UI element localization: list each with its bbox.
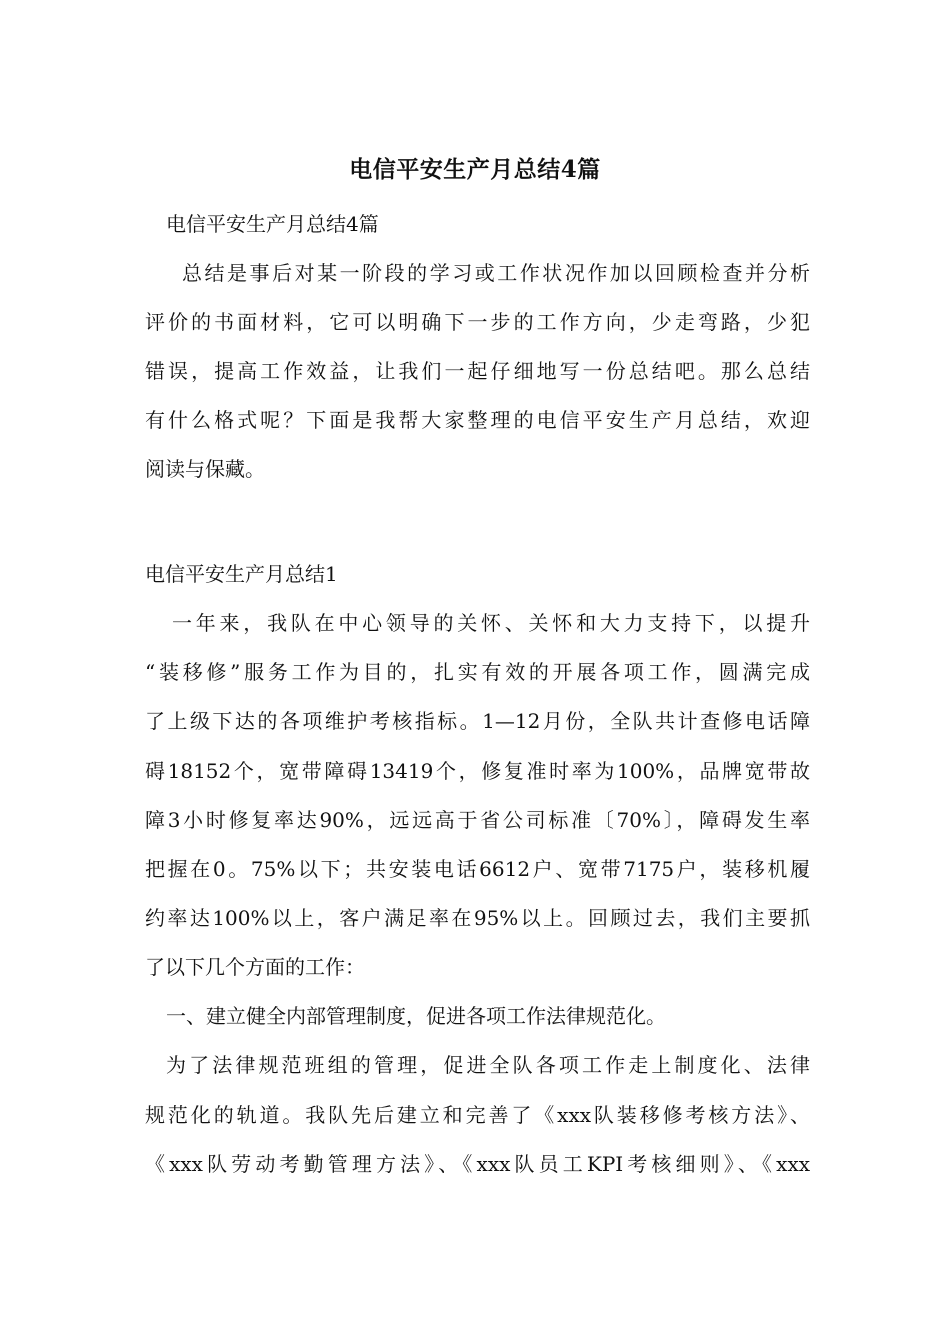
document-title: 电信平安生产月总结4篇 — [349, 156, 601, 183]
paragraph-line: 总结是事后对某一阶段的学习或工作状况作加以回顾检查并分析 — [182, 261, 810, 285]
paragraph-line: 一年来，我队在中心领导的关怀、关怀和大力支持下，以提升 — [172, 611, 810, 635]
paragraph-line: 障3小时修复率达90%，远远高于省公司标准〔70%〕，障碍发生率 — [145, 808, 810, 832]
paragraph-line: 约率达100%以上，客户满足率在95%以上。回顾过去，我们主要抓 — [145, 906, 810, 930]
paragraph-line: 《xxx队劳动考勤管理方法》、《xxx队员工KPI考核细则》、《xxx — [145, 1152, 810, 1176]
paragraph-line: 错误，提高工作效益，让我们一起仔细地写一份总结吧。那么总结 — [145, 359, 810, 383]
paragraph-line: 碍18152个，宽带障碍13419个，修复准时率为100%，品牌宽带故 — [145, 759, 810, 783]
paragraph-line: 为了法律规范班组的管理，促进全队各项工作走上制度化、法律 — [166, 1053, 810, 1077]
paragraph-line: 了以下几个方面的工作： — [145, 955, 365, 979]
paragraph-line: 把握在0。75%以下；共安装电话6612户、宽带7175户，装移机履 — [145, 857, 810, 881]
paragraph-line: 阅读与保藏。 — [145, 457, 265, 481]
numbered-heading: 一、建立健全内部管理制度，促进各项工作法律规范化。 — [166, 1004, 666, 1028]
section-heading: 电信平安生产月总结1 — [145, 562, 338, 586]
paragraph-line: 评价的书面材料，它可以明确下一步的工作方向，少走弯路，少犯 — [145, 310, 810, 334]
paragraph-line: 有什么格式呢？下面是我帮大家整理的电信平安生产月总结，欢迎 — [145, 408, 810, 432]
paragraph-line: 了上级下达的各项维护考核指标。1—12月份，全队共计查修电话障 — [145, 709, 810, 733]
subtitle-line: 电信平安生产月总结4篇 — [166, 212, 379, 236]
paragraph-line: 规范化的轨道。我队先后建立和完善了《xxx队装移修考核方法》、 — [145, 1103, 810, 1127]
paragraph-line: “装移修”服务工作为目的，扎实有效的开展各项工作，圆满完成 — [145, 660, 810, 684]
